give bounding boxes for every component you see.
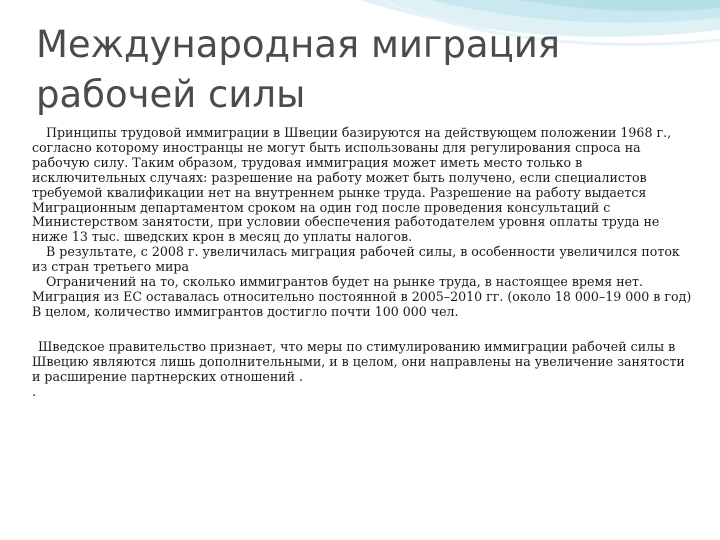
paragraph-principles: Принципы трудовой иммиграции в Швеции базируются на действующем положении 1968 г., согласно которому иностранцы не могут быть использованы для регулирования спроса на рабочую силу. Таким образом, трудовая иммиграция может иметь место только в исключительных случаях: разрешение на работу может быть получено, если специалистов требуемой квалификации нет на внутреннем рынке труда. Разрешение на работу выдается Миграционным департаментом сроком на один год после проведения консультаций с Министерством занятости, при условии обеспечения работодателем уровня оплаты труда не ниже 13 тыс. шведских крон в месяц до уплаты налогов. <box>32 125 672 245</box>
paragraph-gap <box>32 320 694 340</box>
page-title <box>36 20 596 120</box>
paragraph-result: В результате, с 2008 г. увеличилась миграция рабочей силы, в особенности увеличился поток из стран третьего мира <box>32 244 680 275</box>
paragraph-dot: . <box>32 383 37 399</box>
paragraph-government: Шведское правительство признает, что меры по стимулированию иммиграции рабочей силы в Швецию являются лишь дополнительными, и в целом, они направлены на увеличение занятости и расширение партнерских отношений . <box>32 338 685 384</box>
title-line-1: Международная миграция <box>36 23 560 66</box>
slide-body <box>32 126 694 399</box>
paragraph-limits: Ограничений на то, сколько иммигрантов будет на рынке труда, в настоящее время нет. Миграция из ЕС оставалась относительно постоянной в 2005–2010 гг. (около 18 000–19 000 в год) В целом, количество иммигрантов достигло почти 100 000 чел. <box>32 274 692 319</box>
title-line-2: рабочей силы <box>36 73 306 116</box>
